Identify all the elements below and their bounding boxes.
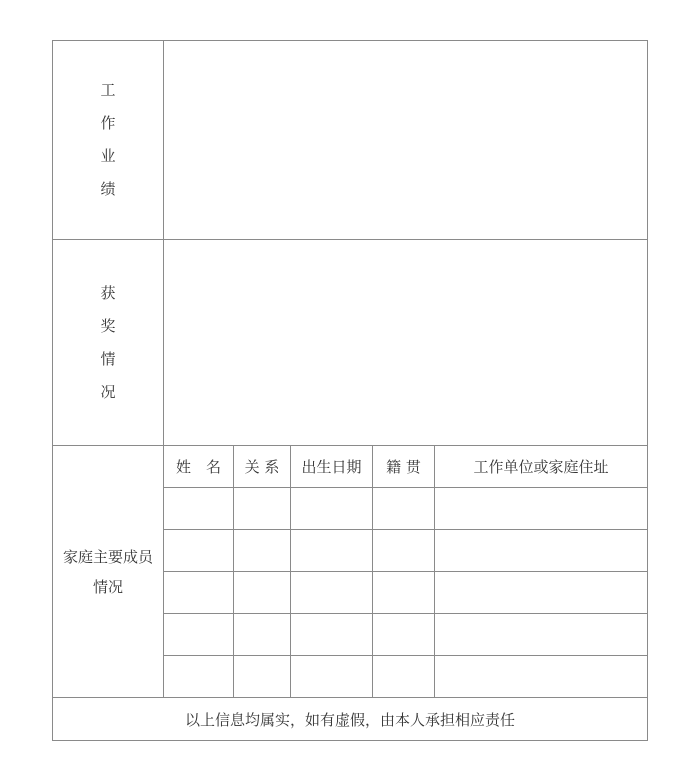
member-birth-date-cell[interactable] (291, 488, 373, 530)
member-name-cell[interactable] (164, 488, 234, 530)
family-members-label-line: 家庭主要成员 (62, 547, 153, 566)
member-name-cell[interactable] (164, 530, 234, 572)
awards-row (53, 240, 648, 446)
member-name-cell[interactable] (164, 614, 234, 656)
work-performance-label-char: 绩 (100, 180, 116, 198)
member-workplace-address-cell[interactable] (435, 656, 648, 698)
work-performance-row (53, 41, 648, 240)
work-performance-label-char: 业 (100, 147, 116, 165)
header-name: 姓 名 (164, 446, 234, 488)
member-workplace-address-cell[interactable] (435, 488, 648, 530)
member-workplace-address-cell[interactable] (435, 614, 648, 656)
member-native-place-cell[interactable] (373, 488, 435, 530)
awards-field[interactable] (164, 240, 648, 446)
member-native-place-cell[interactable] (373, 530, 435, 572)
family-header-row (53, 446, 648, 488)
member-relation-cell[interactable] (234, 614, 291, 656)
awards-label-char: 获 (100, 283, 116, 302)
family-members-label (53, 446, 164, 698)
member-workplace-address-cell[interactable] (435, 530, 648, 572)
member-native-place-cell[interactable] (373, 656, 435, 698)
member-workplace-address-cell[interactable] (435, 572, 648, 614)
member-relation-cell[interactable] (234, 656, 291, 698)
application-form-table (52, 40, 648, 741)
awards-label-char: 奖 (100, 316, 116, 335)
member-native-place-cell[interactable] (373, 572, 435, 614)
member-relation-cell[interactable] (234, 572, 291, 614)
member-birth-date-cell[interactable] (291, 530, 373, 572)
awards-label (53, 240, 164, 446)
declaration-row (53, 698, 648, 741)
header-relation: 关 系 (234, 446, 291, 488)
awards-label-char: 况 (100, 382, 116, 401)
header-native-place: 籍 贯 (373, 446, 435, 488)
member-relation-cell[interactable] (234, 488, 291, 530)
member-birth-date-cell[interactable] (291, 656, 373, 698)
work-performance-label-char: 工 (100, 81, 116, 99)
family-members-label-line: 情况 (92, 577, 123, 596)
member-birth-date-cell[interactable] (291, 614, 373, 656)
member-name-cell[interactable] (164, 656, 234, 698)
work-performance-label-char: 作 (100, 114, 116, 132)
work-performance-label (53, 41, 164, 240)
header-workplace-address: 工作单位或家庭住址 (435, 446, 648, 488)
work-performance-field[interactable] (164, 41, 648, 240)
header-birth-date: 出生日期 (291, 446, 373, 488)
member-native-place-cell[interactable] (373, 614, 435, 656)
awards-label-char: 情 (100, 349, 116, 368)
member-relation-cell[interactable] (234, 530, 291, 572)
member-birth-date-cell[interactable] (291, 572, 373, 614)
declaration-text: 以上信息均属实，如有虚假，由本人承担相应责任 (53, 698, 648, 741)
member-name-cell[interactable] (164, 572, 234, 614)
